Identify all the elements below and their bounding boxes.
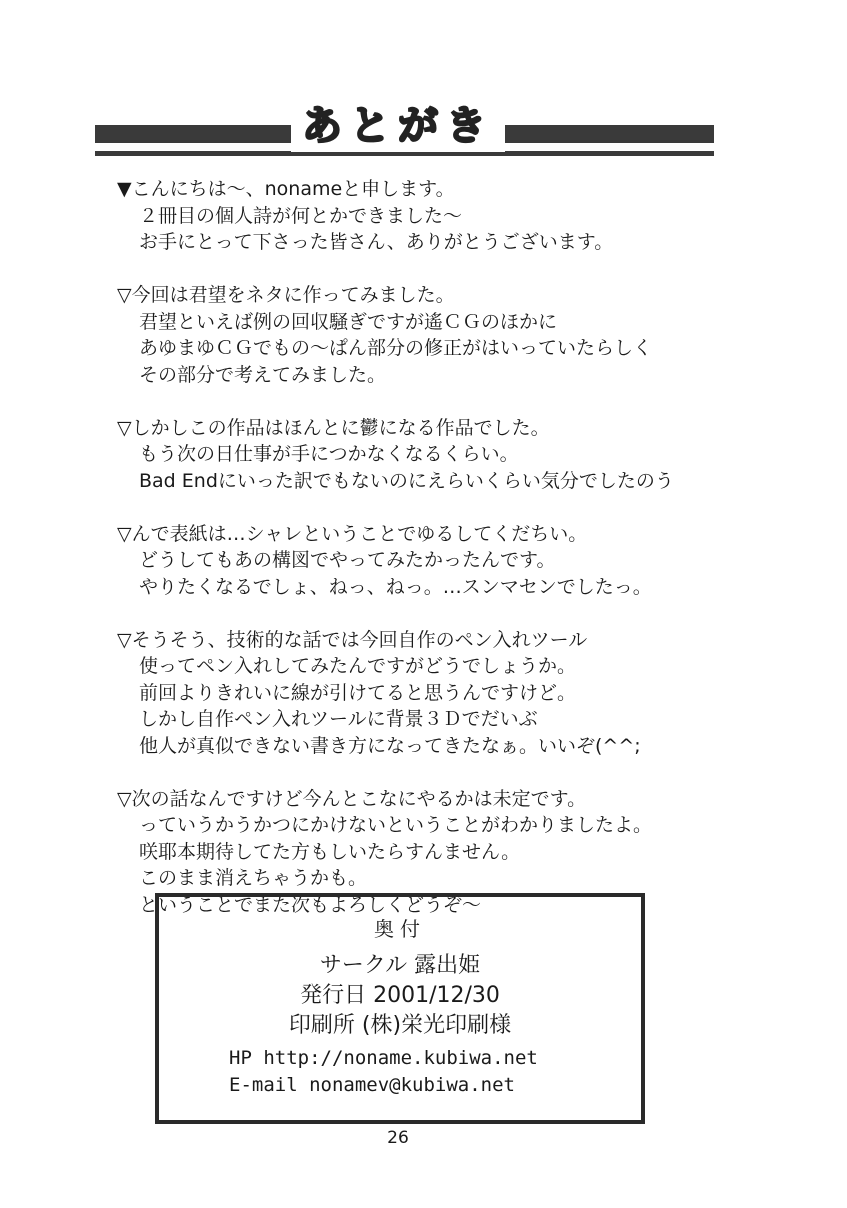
- homepage-link[interactable]: HP http://noname.kubiwa.net: [229, 1047, 538, 1069]
- text-line: お手にとって下さった皆さん、ありがとうございます。: [139, 231, 614, 253]
- text-line: あゆまゆＣＧでもの～ぱん部分の修正がはいっていたらしく: [139, 337, 653, 359]
- printer-name: 印刷所 (株)栄光印刷様: [288, 1013, 512, 1038]
- text-line: 咲耶本期待してた方もしいたらすんません。: [139, 840, 521, 863]
- text-line: ２冊目の個人詩が何とかできました～: [139, 204, 463, 227]
- text-line: このまま消えちゃうかも。: [139, 867, 368, 889]
- colophon-details: [159, 951, 641, 1041]
- text-line: その部分で考えてみました。: [139, 363, 387, 386]
- paragraph-greeting: [117, 176, 737, 256]
- text-line: 君望といえば例の回収騒ぎですが遙ＣＧのほかに: [139, 310, 558, 333]
- colophon-box: [155, 893, 645, 1124]
- text-line: どうしてもあの構図でやってみたかったんです。: [139, 549, 556, 571]
- colophon-contacts: [229, 1045, 538, 1099]
- text-line: ▽しかしこの作品はほんとに鬱になる作品でした。: [117, 416, 550, 439]
- page-number: 26: [387, 1128, 409, 1148]
- paragraph-technique: [117, 627, 737, 760]
- text-line: ▽んで表紙は…シャレということでゆるしてくだちい。: [117, 522, 588, 545]
- text-line: ▽そうそう、技術的な話では今回自作のペン入れツール: [117, 628, 588, 651]
- circle-name: サークル 露出姫: [319, 953, 481, 978]
- text-line: ▼こんにちは～、nonameと申します。: [117, 178, 455, 200]
- paragraph-cover: [117, 521, 737, 601]
- text-line: やりたくなるでしょ、ねっ、ねっ。…スンマセンでしたっ。: [139, 575, 652, 598]
- page-title: あとがき: [291, 100, 505, 152]
- afterword-title-banner: [95, 96, 714, 166]
- text-line: 使ってペン入れしてみたんですがどうでしょうか。: [139, 655, 577, 677]
- text-line: ▽次の話なんですけど今んとこなにやるかは未定です。: [117, 787, 587, 810]
- text-line: ということでまた次もよろしくどうぞ～: [139, 893, 482, 916]
- text-line: しかし自作ペン入れツールに背景３Ｄでだいぶ: [139, 708, 538, 730]
- text-line: Bad Endにいった訳でもないのにえらいくらい気分でしたのう: [139, 469, 674, 492]
- release-date: 発行日 2001/12/30: [300, 983, 500, 1008]
- text-line: もう次の日仕事が手につかなくなるくらい。: [139, 443, 519, 465]
- text-line: 前回よりきれいに線が引けてると思うんですけど。: [139, 681, 577, 704]
- paragraph-impression: [117, 415, 737, 495]
- email-link[interactable]: E-mail nonamev@kubiwa.net: [229, 1074, 515, 1096]
- text-line: ▽今回は君望をネタに作ってみました。: [117, 284, 455, 306]
- colophon-heading: 奥付: [374, 917, 426, 941]
- afterword-body: [117, 176, 737, 945]
- paragraph-theme: [117, 282, 737, 388]
- text-line: っていうかうかつにかけないということがわかりましたよ。: [139, 814, 653, 836]
- text-line: 他人が真似できない書き方になってきたなぁ。いいぞ(^^;: [139, 734, 641, 757]
